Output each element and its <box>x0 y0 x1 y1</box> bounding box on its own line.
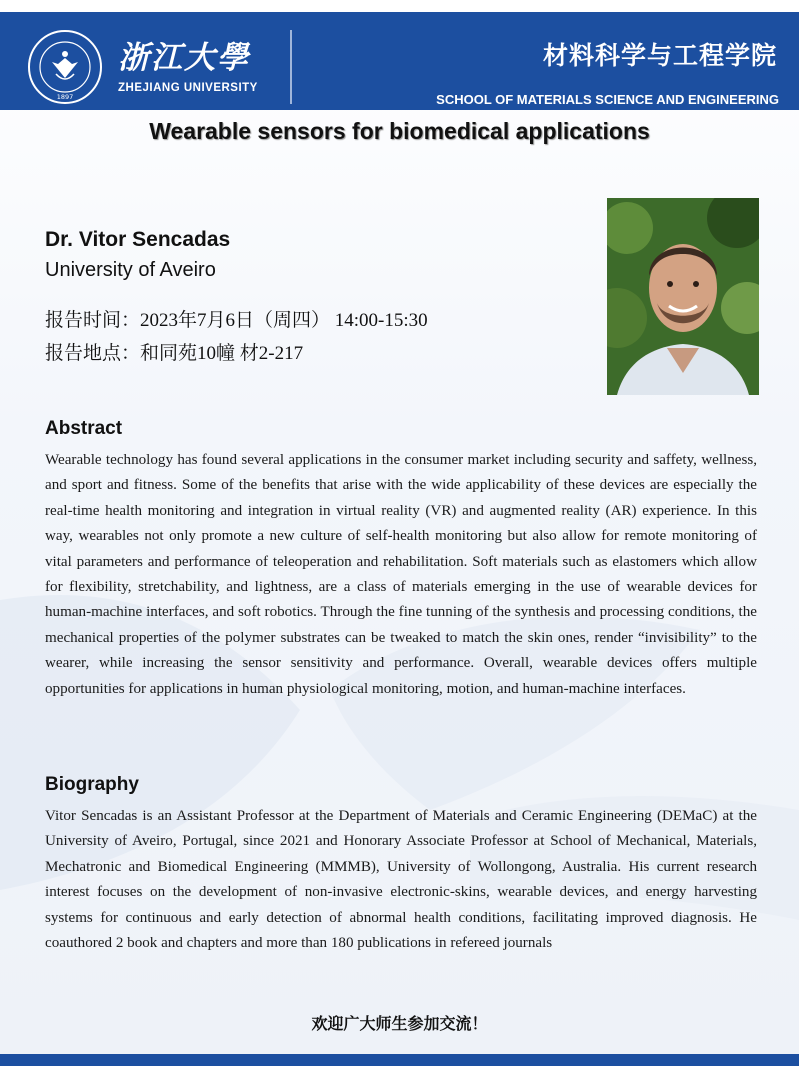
header-banner <box>0 12 799 110</box>
welcome-message: 欢迎广大师生参加交流！ <box>311 1016 488 1033</box>
talk-place-value: 和同苑10幢 材2-217 <box>140 343 304 364</box>
school-name-chinese: 材料科学与工程学院 <box>542 42 777 70</box>
university-english-name: ZHEJIANG UNIVERSITY <box>118 82 258 94</box>
university-seal-icon <box>26 28 104 106</box>
biography-heading: Biography <box>45 774 139 795</box>
talk-place-row <box>45 338 303 365</box>
abstract-heading: Abstract <box>45 418 123 439</box>
talk-place-label: 报告地点： <box>45 342 141 364</box>
biography-text: Vitor Sencadas is an Assistant Professor at the Department of Materials and Ceramic Engineering (DEMaC) at the University of Aveiro, Portugal, since 2021 and Honorary Associate Professor at School of Mechanical, Materials, Mechatronic and Biomedical Engineering (MMMB), University of Wollongong, Australia. His current research interest focuses on the development of non-invasive electronic-skins, wearable devices, and energy harvesting systems for continuous and early detection of abnormal health conditions, facilitating improved diagnosis. He coauthored 2 book and chapters and more than 180 publications in refereed journals <box>45 808 757 952</box>
talk-time-value: 2023年7月6日（周四） 14:00-15:30 <box>140 310 428 331</box>
talk-time-label: 报告时间： <box>45 309 141 331</box>
talk-title: Wearable sensors for biomedical applications <box>149 118 650 144</box>
header-divider <box>290 30 292 104</box>
seal-year: 1897 <box>56 93 74 101</box>
abstract-text: Wearable technology has found several applications in the consumer market including security and saffety, wellness, and sport and fitness. Some of the benefits that arise with the wide applicability of these devices are especially the real-time health monitoring and integration in virtual reality (VR) and augmented reality (AR) experience. In this way, wearables not only promote a new culture of self-health monitoring but also allow for remote monitoring of vital parameters and performance of teleoperation and rehabilitation. Soft materials such as elastomers which allow for flexibility, stretchability, and lightness, are a class of materials emerging in the use of wearable devices for human-machine interfaces, and soft robotics. Through the fine tunning of the synthesis and processing conditions, the mechanical properties of the polymer substrates can be tweaked to match the skin ones, render “invisibility” to the wearer, while increasing the sensor sensitivity and performance. Overall, wearable devices offers multiple opportunities for applications in human physiological monitoring, motion, and human-machine interfaces. <box>45 452 757 697</box>
school-name-english: SCHOOL OF MATERIALS SCIENCE AND ENGINEERING <box>436 92 779 107</box>
speaker-name: Dr. Vitor Sencadas <box>45 228 231 251</box>
top-white-strip <box>0 0 799 12</box>
speaker-photo <box>607 198 759 395</box>
talk-time-row <box>45 305 428 332</box>
speaker-affiliation: University of Aveiro <box>45 259 216 281</box>
university-calligraphy-logo: 浙江大學 <box>118 40 250 76</box>
bottom-brand-bar <box>0 1054 799 1066</box>
